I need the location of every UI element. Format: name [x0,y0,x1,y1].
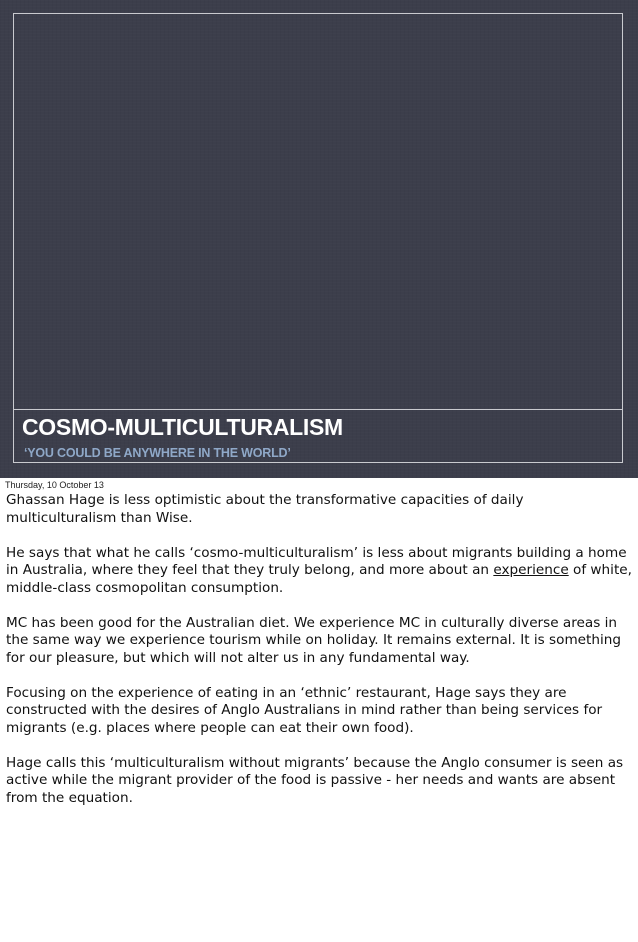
notes-paragraph-3: MC has been good for the Australian diet. We experience MC in culturally diverse areas in the same way we experience tourism while on holiday. It remains external. It is something for our pleasure, but which will not alter us in any fundamental way. [6,614,622,666]
slide-frame [13,13,623,463]
slide-title: COSMO-MULTICULTURALISM [22,414,343,440]
experience-underlined: experience [493,562,569,578]
notes-p2-text-before: He says that what he calls ‘cosmo-multiculturalism’ is less about migrants building a home in Australia, where they feel that they truly belong, and more about an [6,544,627,578]
slide-subtitle: ‘YOU COULD BE ANYWHERE IN THE WORLD’ [24,446,291,460]
slide-divider [13,409,623,410]
notes-paragraph-1: Ghassan Hage is less optimistic about the transformative capacities of daily multiculturalism than Wise. [6,492,524,526]
notes-p2-text-after: of white, middle-class cosmopolitan consumption. [6,562,632,596]
notes-paragraph-5: Hage calls this ‘multiculturalism without migrants’ because the Anglo consumer is seen as active while the migrant provider of the food is passive - her needs and wants are absent from the equation. [6,754,624,806]
notes-paragraph-2 [6,545,634,598]
notes-paragraph-4: Focusing on the experience of eating in an ‘ethnic’ restaurant, Hage says they are constructed with the desires of Anglo Australians in mind rather than being services for migrants (e.g. places where people can eat their own food). [6,684,603,736]
slide-date: Thursday, 10 October 13 [5,480,104,490]
speaker-notes [6,492,634,825]
